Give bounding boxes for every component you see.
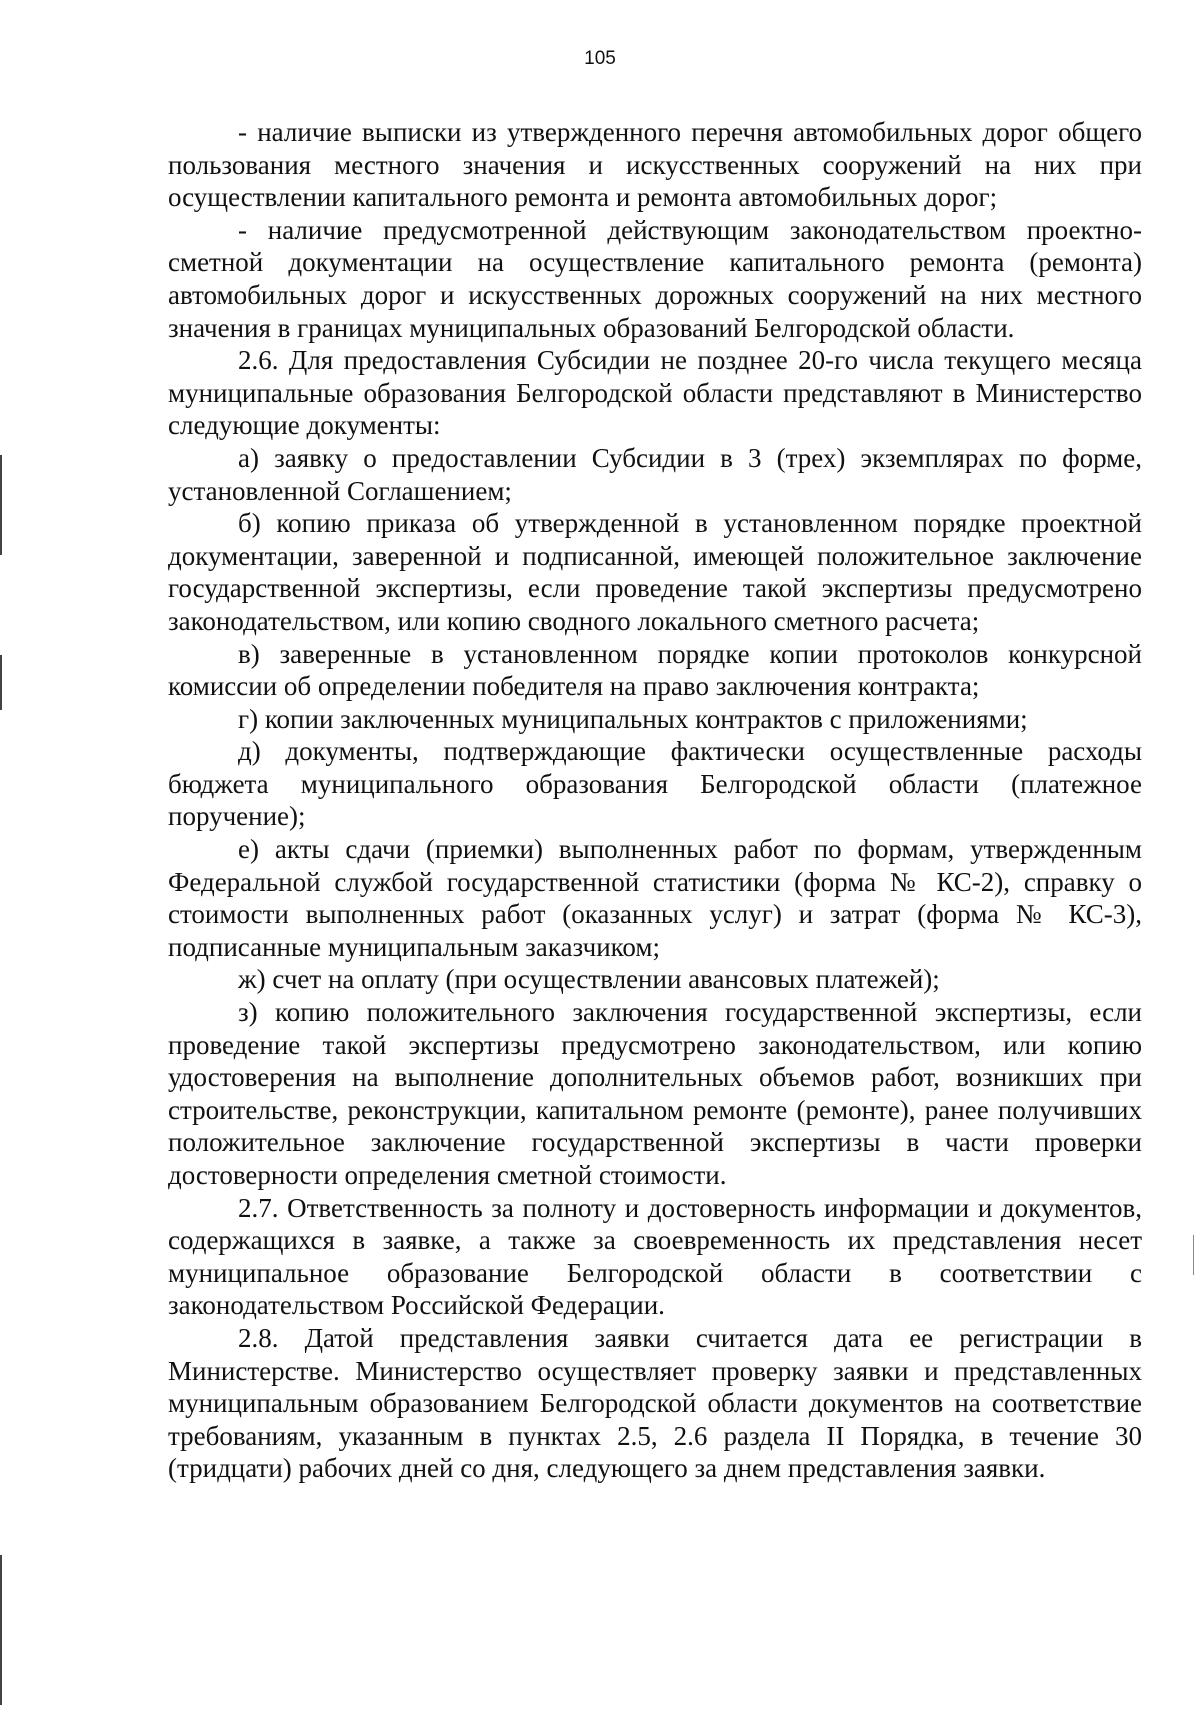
document-body xyxy=(168,116,1142,1485)
paragraph: е) акты сдачи (приемки) выполненных работ по формам, утвержденным Федеральной службой государственной статистики (форма № КС-2), справку о стоимости выполненных работ (оказанных услуг) и затрат (форма № КС-3), подписанные муниципальным заказчиком; xyxy=(168,834,1142,962)
scan-edge-mark xyxy=(0,1555,2,1705)
paragraph: - наличие предусмотренной действующим законодательством проектно-сметной документации на осуществление капитального ремонта (ремонта) автомобильных дорог и искусственных дорожных сооружений на них местного значения в границах муниципальных образований Белгородской области. xyxy=(168,214,1142,343)
paragraph: в) заверенные в установленном порядке копии протоколов конкурсной комиссии об определении победителя на право заключения контракта; xyxy=(168,638,1142,702)
paragraph: г) копии заключенных муниципальных контрактов с приложениями; xyxy=(238,703,1028,734)
scan-edge-mark xyxy=(0,655,2,710)
scan-edge-mark xyxy=(0,455,2,555)
page-number: 105 xyxy=(584,48,616,69)
paragraph: 2.8. Датой представления заявки считается дата ее регистрации в Министерстве. Министерство осуществляет проверку заявки и представленных муниципальным образованием Белгородской области документов на соответствие требованиям, указанным в пунктах 2.5, 2.6 раздела II Порядка, в течение 30 (тридцати) рабочих дней со дня, следующего за днем представления заявки. xyxy=(168,1322,1142,1484)
paragraph: ж) счет на оплату (при осуществлении авансовых платежей); xyxy=(238,964,940,995)
paragraph: 2.6. Для предоставления Субсидии не позднее 20-го числа текущего месяца муниципальные образования Белгородской области представляют в Министерство следующие документы: xyxy=(168,345,1142,441)
paragraph: д) документы, подтверждающие фактически осуществленные расходы бюджета муниципального образования Белгородской области (платежное поручение); xyxy=(168,736,1142,832)
paragraph: а) заявку о предоставлении Субсидии в 3 (трех) экземплярах по форме, установленной Соглашением; xyxy=(168,442,1142,506)
scan-edge-mark xyxy=(1193,1235,1194,1275)
paragraph: б) копию приказа об утвержденной в установленном порядке проектной документации, заверенной и подписанной, имеющей положительное заключение государственной экспертизы, если проведение такой экспертизы предусмотрено законодательством, или копию сводного локального сметного расчета; xyxy=(168,508,1142,636)
paragraph: 2.7. Ответственность за полноту и достоверность информации и документов, содержащихся в заявке, а также за своевременность их представления несет муниципальное образование Белгородской области в соответствии с законодательством Российской Федерации. xyxy=(168,1192,1142,1321)
paragraph: з) копию положительного заключения государственной экспертизы, если проведение такой экспертизы предусмотрено законодательством, или копию удостоверения на выполнение дополнительных объемов работ, возникших при строительстве, реконструкции, капитальном ремонте (ремонте), ранее получивших положительное заключение государственной экспертизы в части проверки достоверности определения сметной стоимости. xyxy=(168,997,1142,1190)
paragraph: - наличие выписки из утвержденного перечня автомобильных дорог общего пользования местного значения и искусственных сооружений на них при осуществлении капитального ремонта и ремонта автомобильных дорог; xyxy=(168,117,1142,213)
